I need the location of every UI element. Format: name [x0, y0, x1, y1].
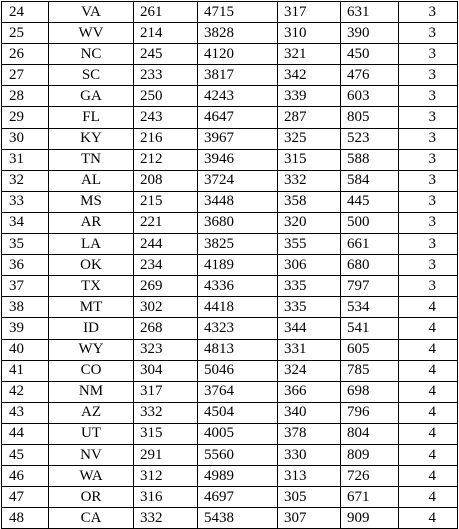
value-2-cell: 5438	[198, 508, 278, 529]
row-number-cell: 35	[2, 234, 49, 255]
value-2-cell: 5560	[198, 444, 278, 465]
value-1-cell: 215	[134, 191, 198, 212]
value-2-cell: 4005	[198, 423, 278, 444]
value-1-cell: 312	[134, 466, 198, 487]
table-row	[2, 86, 458, 107]
value-3-cell: 324	[278, 360, 341, 381]
group-cell: 3	[399, 86, 458, 107]
state-cell: FL	[49, 107, 134, 128]
value-1-cell: 208	[134, 170, 198, 191]
row-number-cell: 44	[2, 423, 49, 444]
row-number-cell: 42	[2, 381, 49, 402]
value-3-cell: 321	[278, 44, 341, 65]
value-4-cell: 588	[341, 149, 399, 170]
value-3-cell: 355	[278, 234, 341, 255]
value-3-cell: 335	[278, 297, 341, 318]
group-cell: 4	[399, 444, 458, 465]
table-row	[2, 107, 458, 128]
value-4-cell: 631	[341, 2, 399, 23]
value-4-cell: 605	[341, 339, 399, 360]
value-1-cell: 261	[134, 2, 198, 23]
row-number-cell: 25	[2, 23, 49, 44]
state-cell: MS	[49, 191, 134, 212]
table-row	[2, 444, 458, 465]
value-2-cell: 3680	[198, 212, 278, 233]
table-row	[2, 276, 458, 297]
value-4-cell: 797	[341, 276, 399, 297]
value-4-cell: 785	[341, 360, 399, 381]
table-row	[2, 508, 458, 529]
group-cell: 4	[399, 360, 458, 381]
group-cell: 3	[399, 23, 458, 44]
state-cell: KY	[49, 128, 134, 149]
group-cell: 4	[399, 423, 458, 444]
value-1-cell: 323	[134, 339, 198, 360]
value-4-cell: 661	[341, 234, 399, 255]
state-cell: AR	[49, 212, 134, 233]
state-cell: MT	[49, 297, 134, 318]
table-row	[2, 318, 458, 339]
state-cell: CO	[49, 360, 134, 381]
table-row	[2, 381, 458, 402]
table-row	[2, 255, 458, 276]
group-cell: 3	[399, 212, 458, 233]
value-2-cell: 4323	[198, 318, 278, 339]
value-1-cell: 216	[134, 128, 198, 149]
row-number-cell: 34	[2, 212, 49, 233]
table-row	[2, 149, 458, 170]
state-cell: TX	[49, 276, 134, 297]
value-3-cell: 313	[278, 466, 341, 487]
row-number-cell: 32	[2, 170, 49, 191]
value-3-cell: 332	[278, 170, 341, 191]
value-1-cell: 250	[134, 86, 198, 107]
value-4-cell: 804	[341, 423, 399, 444]
group-cell: 3	[399, 170, 458, 191]
value-3-cell: 378	[278, 423, 341, 444]
value-3-cell: 342	[278, 65, 341, 86]
value-2-cell: 3828	[198, 23, 278, 44]
value-4-cell: 909	[341, 508, 399, 529]
row-number-cell: 40	[2, 339, 49, 360]
row-number-cell: 48	[2, 508, 49, 529]
value-2-cell: 5046	[198, 360, 278, 381]
value-3-cell: 331	[278, 339, 341, 360]
state-cell: VA	[49, 2, 134, 23]
table-row	[2, 44, 458, 65]
value-4-cell: 500	[341, 212, 399, 233]
value-1-cell: 268	[134, 318, 198, 339]
value-1-cell: 304	[134, 360, 198, 381]
value-3-cell: 339	[278, 86, 341, 107]
table-row	[2, 170, 458, 191]
value-2-cell: 3764	[198, 381, 278, 402]
table-row	[2, 191, 458, 212]
value-4-cell: 809	[341, 444, 399, 465]
value-3-cell: 315	[278, 149, 341, 170]
row-number-cell: 38	[2, 297, 49, 318]
value-4-cell: 698	[341, 381, 399, 402]
value-3-cell: 310	[278, 23, 341, 44]
value-2-cell: 4189	[198, 255, 278, 276]
value-3-cell: 307	[278, 508, 341, 529]
value-1-cell: 221	[134, 212, 198, 233]
table-row	[2, 2, 458, 23]
value-2-cell: 3817	[198, 65, 278, 86]
group-cell: 4	[399, 381, 458, 402]
value-1-cell: 317	[134, 381, 198, 402]
table-row	[2, 234, 458, 255]
value-4-cell: 523	[341, 128, 399, 149]
group-cell: 3	[399, 255, 458, 276]
state-cell: SC	[49, 65, 134, 86]
state-cell: AL	[49, 170, 134, 191]
value-3-cell: 317	[278, 2, 341, 23]
value-3-cell: 325	[278, 128, 341, 149]
group-cell: 4	[399, 297, 458, 318]
group-cell: 4	[399, 318, 458, 339]
row-number-cell: 43	[2, 402, 49, 423]
value-3-cell: 335	[278, 276, 341, 297]
table-row	[2, 212, 458, 233]
value-4-cell: 584	[341, 170, 399, 191]
value-2-cell: 4813	[198, 339, 278, 360]
value-3-cell: 305	[278, 487, 341, 508]
value-2-cell: 3946	[198, 149, 278, 170]
table-row	[2, 128, 458, 149]
value-4-cell: 805	[341, 107, 399, 128]
group-cell: 3	[399, 65, 458, 86]
value-2-cell: 4336	[198, 276, 278, 297]
group-cell: 4	[399, 402, 458, 423]
value-4-cell: 450	[341, 44, 399, 65]
table-row	[2, 65, 458, 86]
value-2-cell: 4504	[198, 402, 278, 423]
state-cell: OK	[49, 255, 134, 276]
row-number-cell: 45	[2, 444, 49, 465]
state-cell: WY	[49, 339, 134, 360]
value-2-cell: 3825	[198, 234, 278, 255]
value-1-cell: 245	[134, 44, 198, 65]
table-row	[2, 23, 458, 44]
row-number-cell: 31	[2, 149, 49, 170]
row-number-cell: 27	[2, 65, 49, 86]
group-cell: 3	[399, 276, 458, 297]
value-1-cell: 302	[134, 297, 198, 318]
value-1-cell: 291	[134, 444, 198, 465]
row-number-cell: 41	[2, 360, 49, 381]
value-3-cell: 340	[278, 402, 341, 423]
state-cell: WV	[49, 23, 134, 44]
state-cell: NM	[49, 381, 134, 402]
group-cell: 4	[399, 339, 458, 360]
value-3-cell: 320	[278, 212, 341, 233]
value-2-cell: 3724	[198, 170, 278, 191]
value-4-cell: 726	[341, 466, 399, 487]
group-cell: 3	[399, 107, 458, 128]
value-4-cell: 445	[341, 191, 399, 212]
value-1-cell: 316	[134, 487, 198, 508]
group-cell: 3	[399, 149, 458, 170]
table-body	[2, 2, 458, 529]
table-row	[2, 297, 458, 318]
row-number-cell: 46	[2, 466, 49, 487]
value-2-cell: 3967	[198, 128, 278, 149]
row-number-cell: 26	[2, 44, 49, 65]
state-cell: TN	[49, 149, 134, 170]
value-1-cell: 233	[134, 65, 198, 86]
row-number-cell: 29	[2, 107, 49, 128]
state-cell: GA	[49, 86, 134, 107]
state-cell: WA	[49, 466, 134, 487]
state-cell: AZ	[49, 402, 134, 423]
value-3-cell: 330	[278, 444, 341, 465]
data-table	[1, 1, 458, 529]
table-row	[2, 402, 458, 423]
group-cell: 4	[399, 487, 458, 508]
value-4-cell: 390	[341, 23, 399, 44]
value-4-cell: 534	[341, 297, 399, 318]
value-1-cell: 214	[134, 23, 198, 44]
value-4-cell: 476	[341, 65, 399, 86]
value-2-cell: 4418	[198, 297, 278, 318]
row-number-cell: 33	[2, 191, 49, 212]
row-number-cell: 30	[2, 128, 49, 149]
state-cell: UT	[49, 423, 134, 444]
state-cell: NV	[49, 444, 134, 465]
row-number-cell: 36	[2, 255, 49, 276]
group-cell: 3	[399, 191, 458, 212]
group-cell: 4	[399, 508, 458, 529]
value-1-cell: 332	[134, 402, 198, 423]
table-row	[2, 339, 458, 360]
value-4-cell: 603	[341, 86, 399, 107]
value-2-cell: 4715	[198, 2, 278, 23]
row-number-cell: 47	[2, 487, 49, 508]
value-4-cell: 680	[341, 255, 399, 276]
group-cell: 3	[399, 2, 458, 23]
row-number-cell: 37	[2, 276, 49, 297]
value-3-cell: 287	[278, 107, 341, 128]
value-4-cell: 796	[341, 402, 399, 423]
value-2-cell: 4989	[198, 466, 278, 487]
row-number-cell: 24	[2, 2, 49, 23]
value-1-cell: 212	[134, 149, 198, 170]
table-row	[2, 487, 458, 508]
value-1-cell: 244	[134, 234, 198, 255]
value-3-cell: 344	[278, 318, 341, 339]
row-number-cell: 28	[2, 86, 49, 107]
state-cell: LA	[49, 234, 134, 255]
value-1-cell: 269	[134, 276, 198, 297]
value-3-cell: 366	[278, 381, 341, 402]
value-1-cell: 315	[134, 423, 198, 444]
value-2-cell: 3448	[198, 191, 278, 212]
value-2-cell: 4697	[198, 487, 278, 508]
value-1-cell: 234	[134, 255, 198, 276]
group-cell: 3	[399, 128, 458, 149]
value-2-cell: 4243	[198, 86, 278, 107]
value-2-cell: 4647	[198, 107, 278, 128]
value-4-cell: 541	[341, 318, 399, 339]
state-cell: NC	[49, 44, 134, 65]
value-1-cell: 243	[134, 107, 198, 128]
state-cell: CA	[49, 508, 134, 529]
group-cell: 3	[399, 44, 458, 65]
table-row	[2, 360, 458, 381]
value-1-cell: 332	[134, 508, 198, 529]
value-3-cell: 306	[278, 255, 341, 276]
value-4-cell: 671	[341, 487, 399, 508]
value-3-cell: 358	[278, 191, 341, 212]
value-2-cell: 4120	[198, 44, 278, 65]
state-cell: ID	[49, 318, 134, 339]
state-cell: OR	[49, 487, 134, 508]
row-number-cell: 39	[2, 318, 49, 339]
table-row	[2, 423, 458, 444]
group-cell: 3	[399, 234, 458, 255]
table-row	[2, 466, 458, 487]
group-cell: 4	[399, 466, 458, 487]
